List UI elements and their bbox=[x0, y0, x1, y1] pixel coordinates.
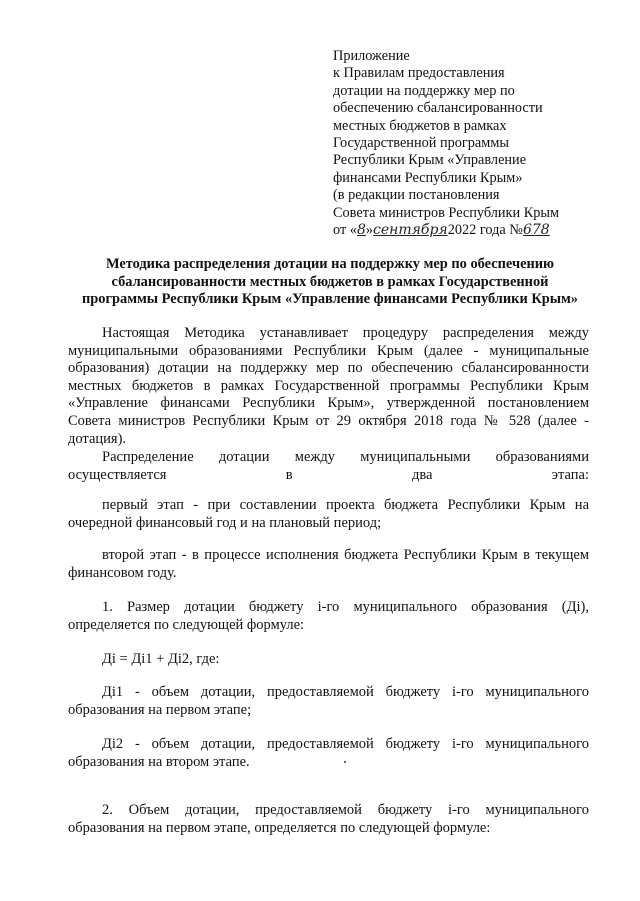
title-line: Методика распределения дотации на поддержку мер по обеспечению bbox=[105, 256, 555, 272]
appendix-line: Государственной программы bbox=[333, 135, 509, 152]
paragraph-section-2 bbox=[68, 802, 589, 837]
paragraph-di2 bbox=[68, 736, 589, 771]
paragraph-first-stage bbox=[68, 497, 589, 532]
appendix-line: Республики Крым «Управление bbox=[333, 152, 527, 169]
paragraph-text: 2. Объем дотации, предоставляемой бюджету i-го муниципального образования на первом этапе, определяется по следующей формуле: bbox=[68, 802, 589, 836]
appendix-line: дотации на поддержку мер по bbox=[333, 82, 515, 99]
paragraph-text: первый этап - при составлении проекта бюджета Республики Крым на очередной финансовый год и на плановый период; bbox=[68, 497, 589, 531]
paragraph-section-1 bbox=[68, 599, 589, 634]
paragraph-text: Настоящая Методика устанавливает процедуру распределения между муниципальными образованиями Республики Крым (далее - муниципальные образования) дотации на поддержку мер по обеспечению сбалансированности местных бюджетов в рамках Государственной программы Республики Крым «Управление финансами Республики Крым», утвержденной постановлением Совета министров Республики Крым от 29 октября 2018 года № 528 (далее - дотация). bbox=[68, 325, 589, 447]
date-day-handwritten: 8 bbox=[356, 222, 366, 239]
document-title bbox=[40, 256, 620, 309]
appendix-line: к Правилам предоставления bbox=[333, 65, 505, 82]
date-month-handwritten: сентября bbox=[373, 222, 448, 239]
paragraph-second-stage bbox=[68, 547, 589, 582]
title-line: программы Республики Крым «Управление финансами Республики Крым» bbox=[81, 291, 579, 307]
paragraph-text: Распределение дотации между муниципальными образованиями осуществляется в два этапа: bbox=[68, 449, 589, 483]
decree-number-handwritten: 678 bbox=[522, 222, 550, 239]
paragraph-di1 bbox=[68, 684, 589, 719]
appendix-date-line bbox=[333, 222, 633, 239]
appendix-header bbox=[333, 48, 633, 239]
appendix-line: местных бюджетов в рамках bbox=[333, 117, 507, 134]
paragraph-intro bbox=[68, 325, 589, 448]
paragraph-text: второй этап - в процессе исполнения бюджета Республики Крым в текущем финансовом году. bbox=[68, 547, 589, 581]
appendix-line: финансами Республики Крым» bbox=[333, 169, 523, 186]
date-mid: » bbox=[365, 222, 374, 239]
paragraph-text: Дi2 - объем дотации, предоставляемой бюджету i-го муниципального образования на втором этапе. bbox=[68, 736, 589, 770]
date-prefix: от « bbox=[333, 222, 357, 239]
title-line: сбалансированности местных бюджетов в рамках Государственной bbox=[111, 273, 549, 290]
formula-text: Дi = Дi1 + Дi2, где: bbox=[102, 651, 220, 667]
appendix-line: Приложение bbox=[333, 48, 410, 64]
appendix-line: Совета министров Республики Крым bbox=[333, 204, 560, 221]
appendix-line: обеспечению сбалансированности bbox=[333, 100, 543, 117]
formula-main bbox=[68, 651, 589, 669]
paragraph-text: Дi1 - объем дотации, предоставляемой бюджету i-го муниципального образования на первом этапе; bbox=[68, 684, 589, 718]
paragraph-stages bbox=[68, 449, 589, 484]
paragraph-text: 1. Размер дотации бюджету i-го муниципального образования (Дi), определяется по следующей формуле: bbox=[68, 599, 589, 633]
scan-speck bbox=[344, 761, 346, 763]
appendix-line: (в редакции постановления bbox=[333, 187, 500, 204]
date-year: 2022 года № bbox=[447, 222, 523, 239]
